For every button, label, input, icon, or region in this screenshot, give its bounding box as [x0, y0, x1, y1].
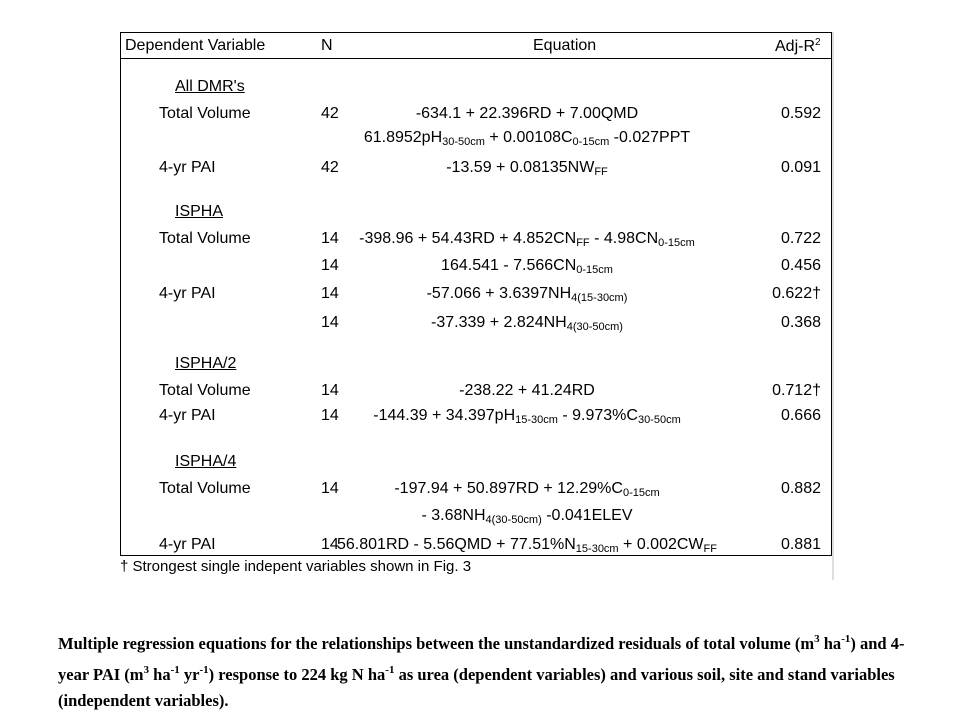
row-variable: Total Volume [159, 230, 251, 247]
caption-superscript: 3 [814, 633, 820, 645]
row-equation [321, 505, 733, 531]
figure-caption [58, 626, 918, 714]
header-n: N [321, 37, 333, 54]
caption-superscript: 3 [143, 664, 150, 676]
eq-part: 61.8952pH [363, 129, 443, 146]
row-variable: Total Volume [159, 480, 251, 497]
eq-part: - 9.973%C [557, 407, 638, 424]
eq-subscript: FF [594, 166, 608, 178]
row-n: 14 [321, 480, 339, 497]
row-equation [321, 228, 733, 254]
row-equation [321, 157, 733, 183]
scan-edge-divider [832, 32, 834, 580]
eq-part: -0.041ELEV [541, 507, 633, 524]
group-label-all-dmrs: All DMR's [175, 78, 245, 95]
row-equation [321, 127, 733, 153]
row-adj-r2: 0.882 [780, 480, 821, 497]
eq-subscript: FF [703, 543, 717, 555]
row-adj-r2: 0.712† [772, 382, 821, 399]
eq-subscript: 15-30cm [575, 543, 619, 555]
table-row [121, 478, 831, 500]
caption-text: Multiple regression equations for the relationships between the unstandardized residuals of total volume (m [58, 634, 815, 653]
eq-subscript: 15-30cm [515, 414, 558, 426]
row-equation [321, 534, 733, 560]
row-equation [321, 255, 733, 281]
row-variable: Total Volume [159, 105, 251, 122]
group-label-ispha: ISPHA [175, 203, 224, 220]
eq-part: + 0.002CW [618, 536, 704, 553]
eq-subscript: FF [576, 237, 590, 249]
row-variable: Total Volume [159, 382, 251, 399]
row-n: 14 [321, 536, 339, 553]
row-equation [321, 405, 733, 431]
caption-text: ha [149, 665, 171, 684]
caption-text: as urea (dependent variables) and various soil, site and stand variables (independent variables). [58, 665, 895, 710]
table-row [121, 312, 831, 334]
row-equation: -634.1 + 22.396RD + 7.00QMD [415, 105, 639, 122]
caption-text: ha [819, 634, 842, 653]
eq-part: -197.94 + 50.897RD + 12.29%C [394, 480, 623, 497]
eq-part: -37.339 + 2.824NH [431, 314, 567, 331]
caption-text: ) response to 224 kg N ha [208, 665, 386, 684]
group-label-ispha4: ISPHA/4 [175, 453, 237, 470]
eq-part: -0.027PPT [609, 129, 691, 146]
row-variable: 4-yr PAI [159, 536, 216, 553]
table-row [121, 228, 831, 250]
row-n: 14 [321, 407, 339, 424]
row-adj-r2: 0.456 [780, 257, 821, 274]
eq-subscript: 4(30-50cm) [566, 321, 623, 333]
row-equation [321, 283, 733, 309]
header-equation: Equation [533, 37, 597, 54]
row-variable: 4-yr PAI [159, 159, 216, 176]
eq-subscript: 4(30-50cm) [485, 514, 542, 526]
table-row [121, 380, 831, 402]
row-equation [321, 478, 733, 504]
table-row [121, 127, 831, 149]
table-row [121, 405, 831, 427]
row-variable: 4-yr PAI [159, 407, 216, 424]
eq-part: -13.59 + 0.08135NW [446, 159, 595, 176]
row-adj-r2: 0.368 [780, 314, 821, 331]
row-n: 42 [321, 105, 339, 122]
eq-part: -57.066 + 3.6397NH [426, 285, 572, 302]
eq-subscript: 30-50cm [442, 136, 485, 148]
table-row [121, 255, 831, 277]
table-row [121, 534, 831, 556]
eq-subscript: 0-15cm [622, 487, 660, 499]
header-dependent-variable: Dependent Variable [125, 37, 266, 54]
row-equation: -238.22 + 41.24RD [459, 382, 595, 399]
eq-subscript: 4(15-30cm) [571, 292, 628, 304]
eq-part: - 3.68NH [421, 507, 486, 524]
eq-part: - 4.98CN [589, 230, 659, 247]
caption-superscript: -1 [199, 664, 209, 676]
eq-part: 164.541 - 7.566CN [441, 257, 577, 274]
caption-text: ) and 4-year PAI (m [58, 634, 905, 684]
row-adj-r2: 0.666 [780, 407, 821, 424]
row-adj-r2: 0.881 [780, 536, 821, 553]
eq-part: -398.96 + 54.43RD + 4.852CN [359, 230, 577, 247]
eq-part: -144.39 + 34.397pH [373, 407, 516, 424]
eq-subscript: 0-15cm [658, 237, 695, 249]
caption-superscript: -1 [385, 664, 395, 676]
row-adj-r2: 0.622† [772, 285, 821, 302]
row-adj-r2: 0.592 [780, 105, 821, 122]
regression-table [120, 32, 832, 556]
row-n: 14 [321, 314, 339, 331]
header-adj-r-sup: 2 [815, 37, 821, 48]
header-adj-r-text: Adj-R [775, 38, 816, 55]
eq-subscript: 0-15cm [572, 136, 610, 148]
eq-part: 56.801RD - 5.56QMD + 77.51%N [337, 536, 576, 553]
row-adj-r2: 0.722 [780, 230, 821, 247]
row-adj-r2: 0.091 [780, 159, 821, 176]
row-n: 14 [321, 285, 339, 302]
header-adj-r [775, 37, 821, 56]
row-n: 14 [321, 257, 339, 274]
table-row [121, 103, 831, 125]
row-n: 14 [321, 230, 339, 247]
caption-superscript: -1 [841, 633, 851, 645]
table-row [121, 283, 831, 305]
table-row [121, 157, 831, 179]
row-n: 42 [321, 159, 339, 176]
eq-subscript: 0-15cm [576, 264, 613, 276]
table-header-row [121, 33, 831, 59]
row-equation [321, 312, 733, 338]
table-row [121, 505, 831, 527]
row-variable: 4-yr PAI [159, 285, 216, 302]
caption-superscript: -1 [170, 664, 180, 676]
eq-subscript: 30-50cm [637, 414, 681, 426]
table-footnote: † Strongest single indepent variables shown in Fig. 3 [120, 558, 472, 575]
eq-part: + 0.00108C [484, 129, 573, 146]
group-label-ispha2: ISPHA/2 [175, 355, 237, 372]
caption-text: yr [179, 665, 200, 684]
row-n: 14 [321, 382, 339, 399]
